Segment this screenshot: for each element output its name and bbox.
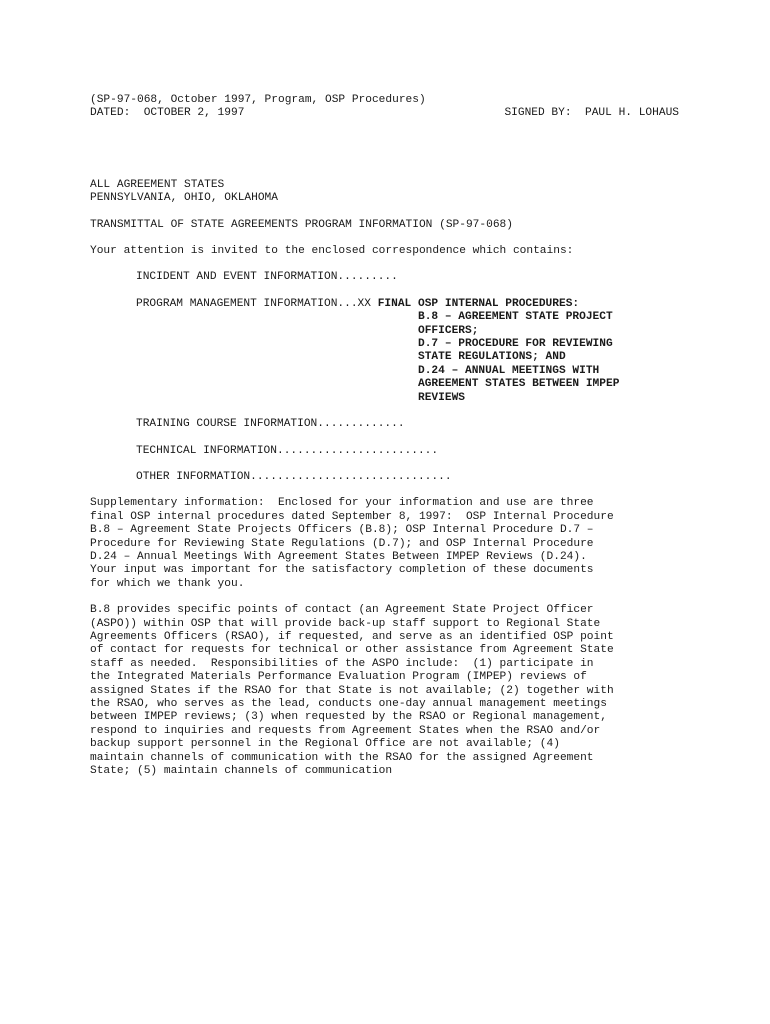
dated-text: DATED: OCTOBER 2, 1997 — [90, 107, 245, 120]
paragraph-line: Your input was important for the satisfactory completion of these documents — [90, 564, 594, 577]
intro-text: Your attention is invited to the enclosed correspondence which contains: — [90, 245, 574, 258]
paragraph-line: maintain channels of communication with the RSAO for the assigned Agreement — [90, 751, 594, 764]
paragraph-line: respond to inquiries and requests from Agreement States when the RSAO and/or — [90, 724, 601, 737]
procedure-item: D.7 – PROCEDURE FOR REVIEWING — [418, 338, 613, 351]
paragraph-line: staff as needed. Responsibilities of the ASPO include: (1) participate in — [90, 657, 594, 670]
procedure-item: OFFICERS; — [418, 324, 479, 337]
dated-signed-row — [90, 107, 679, 120]
incident-event-info: INCIDENT AND EVENT INFORMATION......... — [136, 271, 398, 284]
paragraph-line: B.8 provides specific points of contact (an Agreement State Project Officer — [90, 604, 594, 617]
supplementary-paragraph — [90, 497, 690, 591]
paragraph-line: Supplementary information: Enclosed for your information and use are three — [90, 497, 594, 510]
paragraph-line: the Integrated Materials Performance Evaluation Program (IMPEP) reviews of — [90, 671, 587, 684]
document-page — [90, 94, 690, 778]
paragraph-line: D.24 – Annual Meetings With Agreement States Between IMPEP Reviews (D.24). — [90, 550, 587, 563]
procedure-item: REVIEWS — [418, 391, 465, 404]
procedure-item: B.8 – AGREEMENT STATE PROJECT — [418, 311, 613, 324]
technical-info: TECHNICAL INFORMATION........................ — [136, 444, 439, 457]
subject-line: TRANSMITTAL OF STATE AGREEMENTS PROGRAM INFORMATION (SP-97-068) — [90, 218, 513, 231]
addressee-line: PENNSYLVANIA, OHIO, OKLAHOMA — [90, 192, 278, 205]
paragraph-line: (ASPO)) within OSP that will provide back-up staff support to Regional State — [90, 617, 601, 630]
paragraph-line: State; (5) maintain channels of communication — [90, 765, 393, 778]
final-label: FINAL — [377, 297, 418, 310]
procedure-item: STATE REGULATIONS; AND — [418, 351, 566, 364]
addressee-line: ALL AGREEMENT STATES — [90, 178, 225, 191]
paragraph-line: between IMPEP reviews; (3) when requested by the RSAO or Regional management, — [90, 711, 607, 724]
signed-by-text: SIGNED BY: PAUL H. LOHAUS — [504, 107, 679, 120]
procedure-list — [418, 298, 619, 405]
paragraph-line: final OSP internal procedures dated September 8, 1997: OSP Internal Procedure — [90, 510, 614, 523]
other-info: OTHER INFORMATION.............................. — [136, 470, 452, 483]
paragraph-line: the RSAO, who serves as the lead, conducts one-day annual management meetings — [90, 698, 607, 710]
paragraph-line: assigned States if the RSAO for that State is not available; (2) together with — [90, 684, 614, 697]
procedure-item: OSP INTERNAL PROCEDURES: — [418, 297, 580, 310]
procedure-item: AGREEMENT STATES BETWEEN IMPEP — [418, 378, 620, 391]
paragraph-line: backup support personnel in the Regional Office are not available; (4) — [90, 738, 560, 751]
paragraph-line: B.8 – Agreement State Projects Officers (B.8); OSP Internal Procedure D.7 – — [90, 524, 594, 537]
paragraph-line: Procedure for Reviewing State Regulations (D.7); and OSP Internal Procedure — [90, 537, 594, 550]
program-management-info — [136, 298, 690, 405]
paragraph-line: for which we thank you. — [90, 577, 245, 590]
training-course-info: TRAINING COURSE INFORMATION............. — [136, 418, 405, 431]
program-management-label: PROGRAM MANAGEMENT INFORMATION...XX — [136, 297, 378, 310]
reference-line: (SP-97-068, October 1997, Program, OSP Procedures) — [90, 94, 426, 106]
paragraph-line: of contact for requests for technical or other assistance from Agreement State — [90, 644, 614, 657]
paragraph-line: Agreements Officers (RSAO), if requested, and serve as an identified OSP point — [90, 630, 614, 643]
procedure-item: D.24 – ANNUAL MEETINGS WITH — [418, 364, 600, 377]
b8-paragraph — [90, 604, 690, 778]
